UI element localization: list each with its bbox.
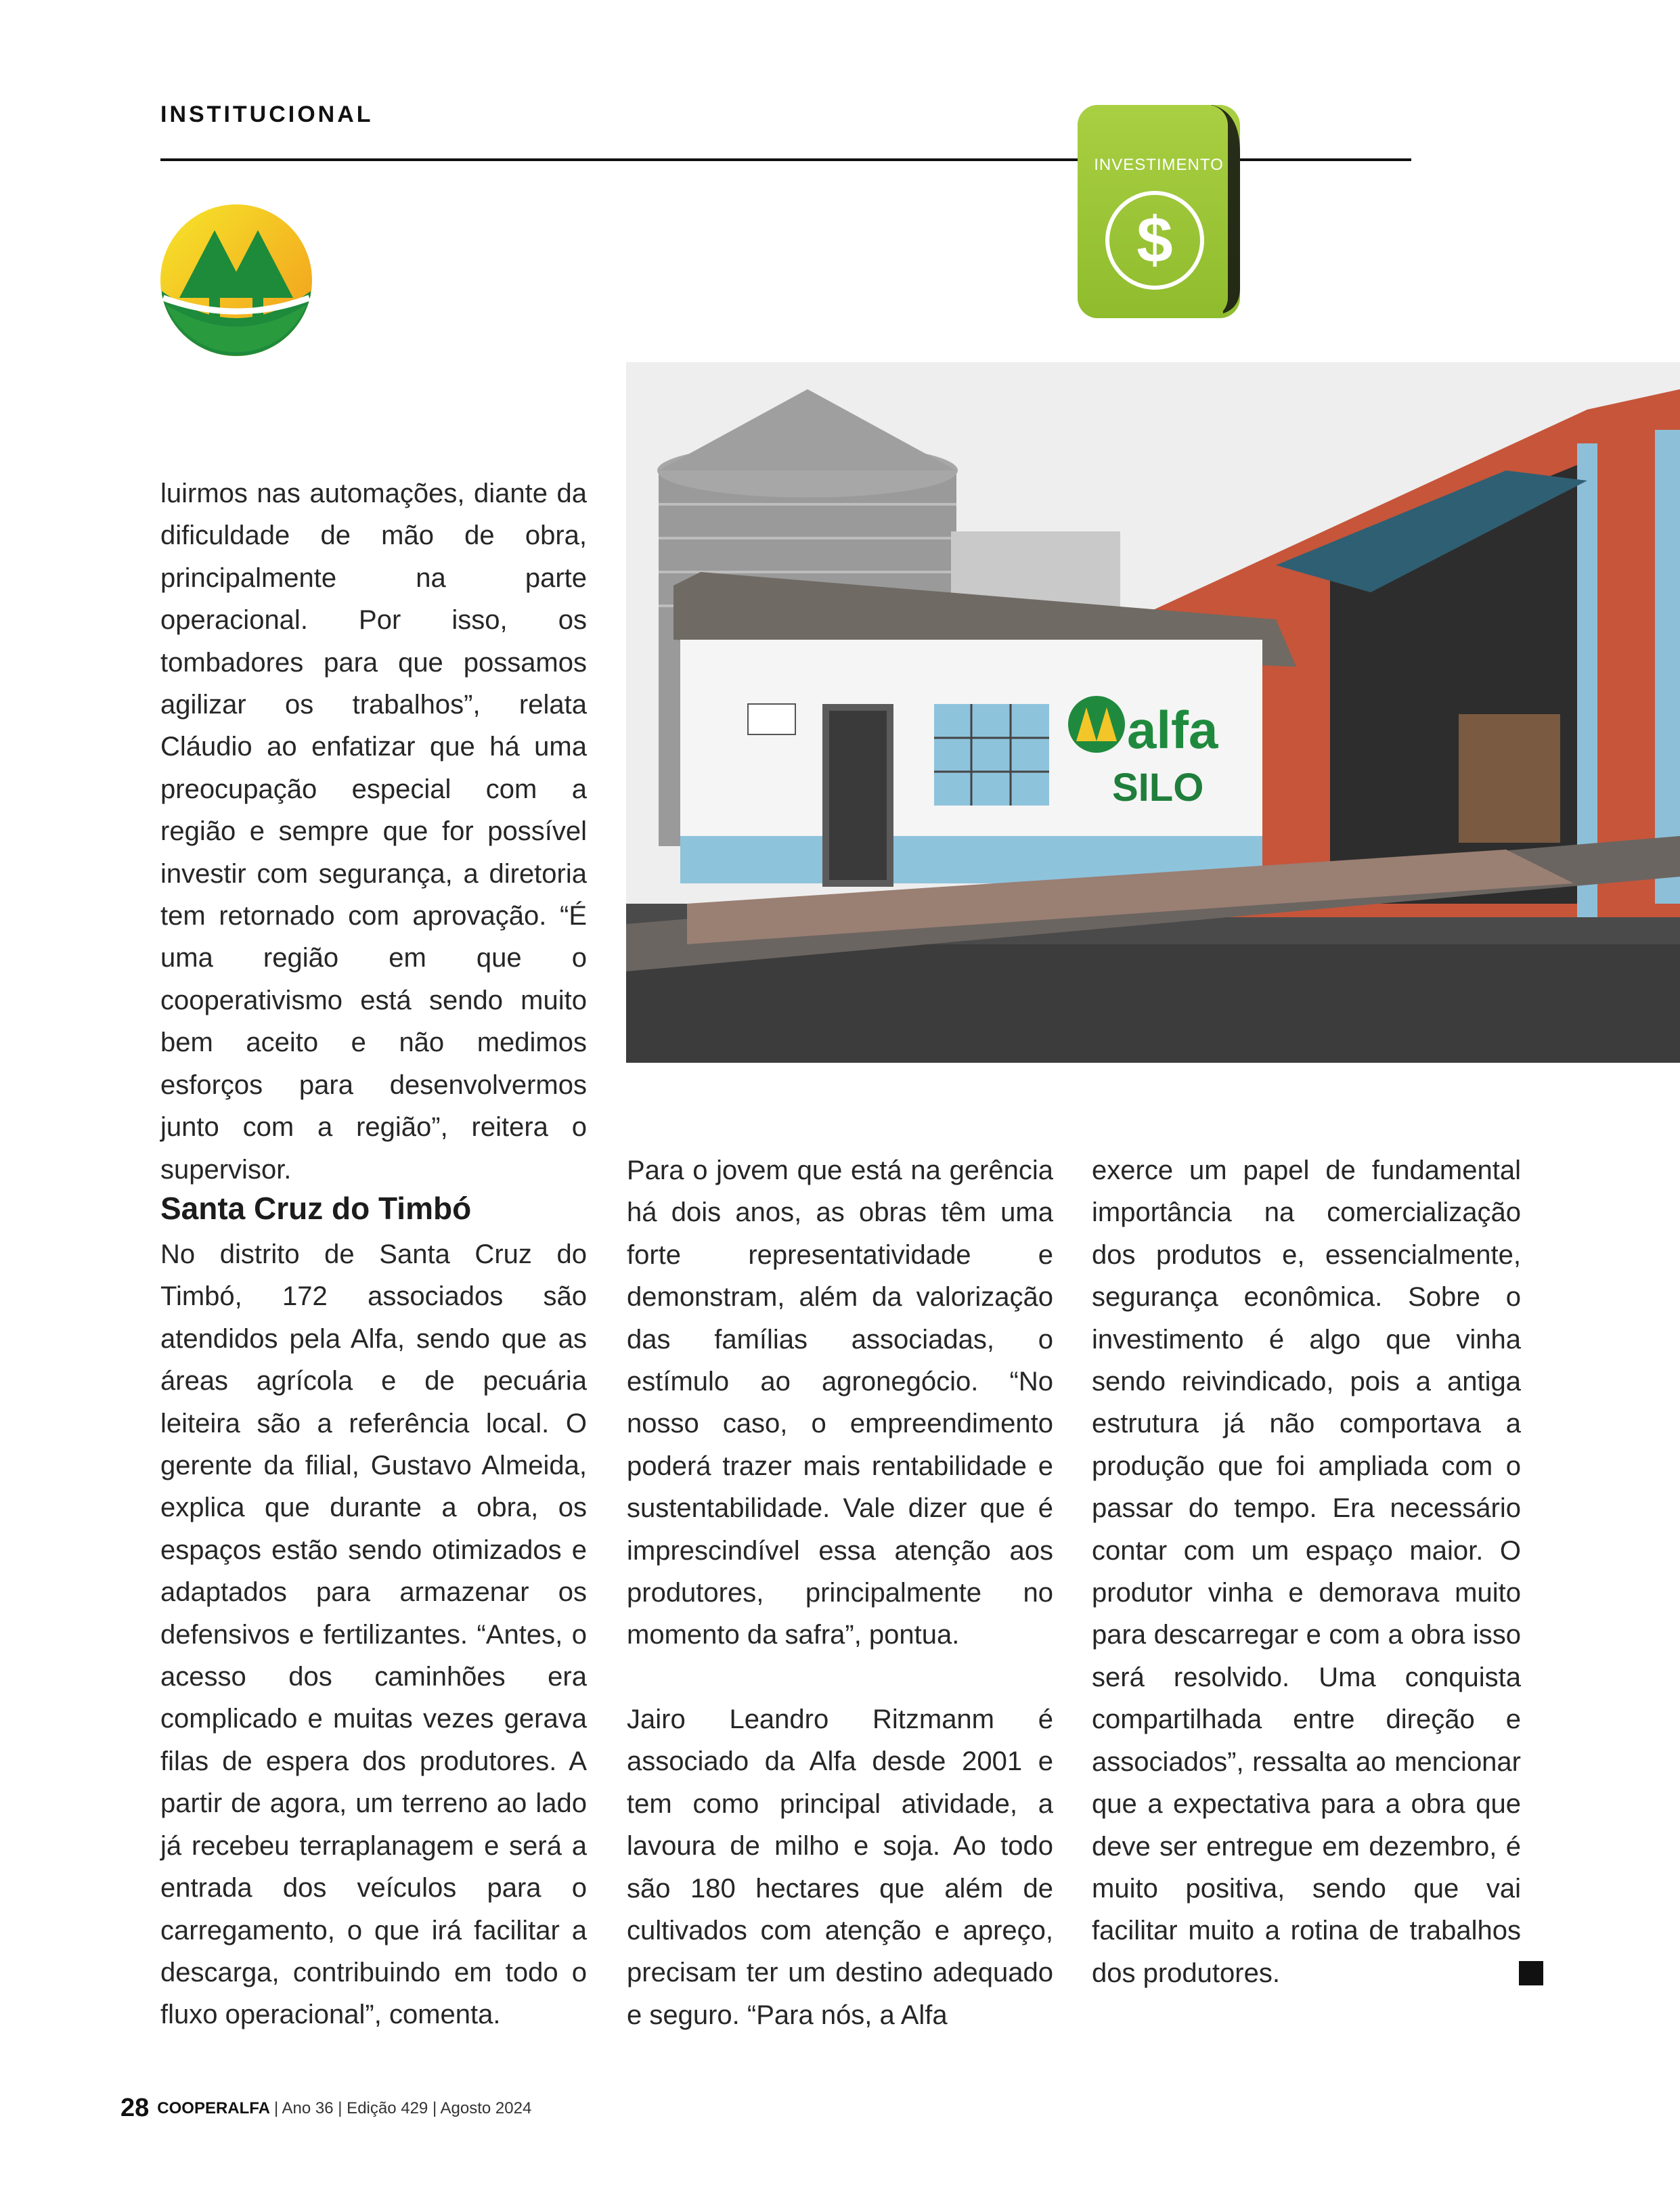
subheading: Santa Cruz do Timbó [160,1191,472,1226]
svg-text:SILO: SILO [1112,766,1204,810]
paragraph: Para o jovem que está na gerência há dois anos, as obras têm uma forte representatividade e demonstram, além da valorização das famílias associadas, o estímulo ao agronegócio. “No nosso caso, o empreendimento poderá trazer mais rentabilidade e sustentabilidade. Vale dizer que é imprescindível essa atenção aos produtores, principalmente no momento da safra”, pontua. [627,1156,1053,1650]
silo-photo [626,362,1680,1063]
badge-label: INVESTIMENTO [1094,156,1224,174]
page-footer [120,2094,531,2123]
paragraph: exerce um papel de fundamental importância na comercialização dos produtos e, essencialmente, segurança econômica. Sobre o investimento é algo que vinha sendo reivindicado, pois a antiga estrutura já não comportava a produção que foi ampliada com o passar do tempo. Era necessário contar com um espaço maior. O produtor vinha e demorava muito para descarregar e com a obra isso será resolvido. Uma conquista compartilhada entre direção e associados”, ressalta ao mencionar que a expectativa para a obra que deve ser entregue em dezembro, é muito positiva, sendo que vai facilitar muito a rotina de trabalhos dos produtores. [1092,1156,1521,1988]
issue-details: | Ano 36 | Edição 429 | Agosto 2024 [273,2099,532,2117]
article-column-middle [627,1149,1053,2036]
article-column-right [1092,1149,1521,1994]
publication-name: COOPERALFA [157,2099,270,2117]
paragraph: No distrito de Santa Cruz do Timbó, 172 associados são atendidos pela Alfa, sendo que as áreas agrícola e de pecuária leiteira são a referência local. O gerente da filial, Gustavo Almeida, explica que durante a obra, os espaços estão sendo otimizados e adaptados para armazenar os defensivos e fertilizantes. “Antes, o acesso dos caminhões era complicado e muitas vezes gerava filas de espera dos produtores. A partir de agora, um terreno ao lado já recebeu terraplanagem e será a entrada dos veículos para o carregamento, o que irá facilitar a descarga, contribuindo em todo o fluxo operacional”, comenta. [160,1239,587,2030]
svg-text:$: $ [1136,204,1173,276]
paragraph: luirmos nas automações, diante da dificuldade de mão de obra, principalmente na parte operacional. Por isso, os tombadores para que possamos agilizar os trabalhos”, relata Cláudio ao enfatizar que há uma preocupação especial com a região e sempre que for possível investir com segurança, a diretoria tem retornado com aprovação. “É uma região em que o cooperativismo está sendo muito bem aceito e não medimos esforços para desenvolvermos junto com a região”, reitera o supervisor. [160,479,587,1185]
section-label: INSTITUCIONAL [160,102,374,127]
end-of-article-mark [1519,1961,1543,1985]
investimento-badge [1078,105,1240,318]
svg-text:alfa: alfa [1127,700,1218,760]
article-column-left [160,1233,587,2036]
paragraph: Jairo Leandro Ritzmanm é associado da Alfa desde 2001 e tem como principal atividade, a lavoura de milho e soja. Ao todo são 180 hectares que além de cultivados com atenção e apreço, precisam ter um destino adequado e seguro. “Para nós, a Alfa [627,1704,1053,2030]
article-column-left-top [160,472,587,1191]
alfa-logo [159,203,313,357]
page-number: 28 [120,2094,150,2122]
